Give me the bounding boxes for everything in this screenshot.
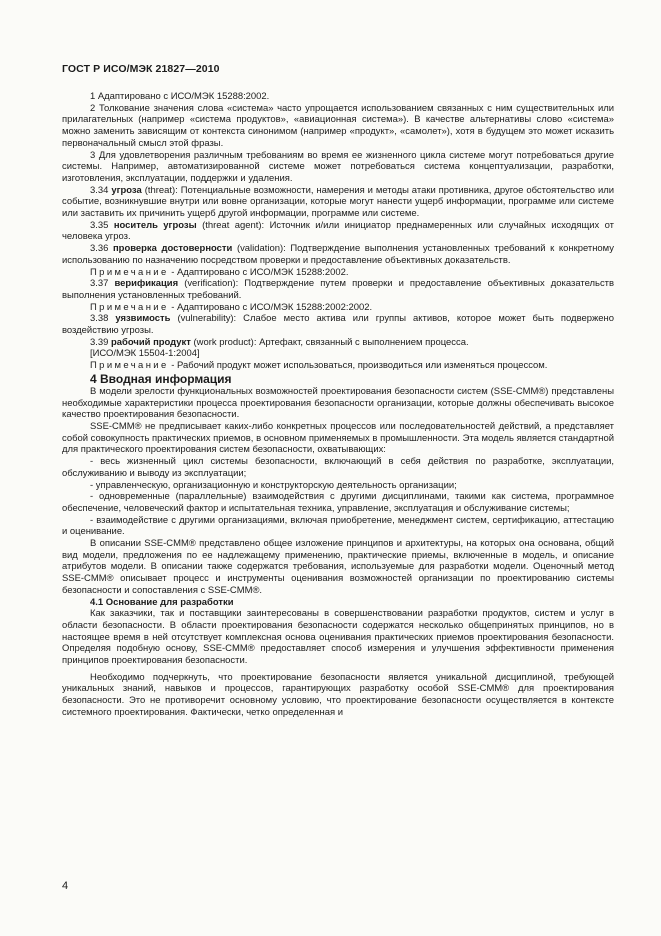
note-label: Примечание [90, 301, 169, 313]
definition-3-34 [62, 185, 614, 220]
def-term: верификация [114, 278, 179, 290]
definition-3-38 [62, 313, 614, 336]
list-item: - управленческую, организационную и конструкторскую деятельность организации; [90, 479, 457, 491]
def-term: проверка достоверности [112, 243, 233, 255]
definition-3-36 [62, 243, 614, 266]
def-text: (threat): Потенциальные возможности, намерения и методы атаки противника, другое обстоятельство или событие, возникнувшие внутри или вовне организации, которые могут нанести ущерб информации, программе или системе или заставить их причинить ущерб другой информации, программе или системе. [62, 184, 614, 220]
def-text: (work product): Артефакт, связанный с выполнением процесса. [190, 336, 469, 348]
note-2: 2 Толкование значения слова «система» часто упрощается использованием связанных с ним существительных или прилагательных (например «система продуктов», «авиационная система»). В качестве альтернативы слово «система» можно заменить зависящим от контекста синонимом (например «продукт», «самолет»), хотя в будущем это может исказить первоначальный смысл этой фразы. [62, 102, 614, 149]
def-term: носитель угрозы [113, 219, 197, 231]
section-4-paragraph: SSE-CMM® не предписывает каких-либо конкретных процессов или последовательностей действий, а представляет собой совокупность практических приемов, в основном применяемых в промышленности. Эта модель является стандартной для практического проектирования систем безопасности, охватывающих: [62, 420, 614, 456]
def-term: рабочий продукт [111, 336, 191, 348]
def-number: 3.34 [90, 184, 109, 196]
definition-3-39 [62, 337, 614, 349]
def-term: угроза [111, 184, 142, 196]
list-item: - весь жизненный цикл системы безопасности, включающий в себя действия по разработке, эксплуатации, обслуживанию и выводу из эксплуатации; [62, 456, 614, 479]
document-body [62, 91, 614, 719]
definition-reference: [ИСО/МЭК 15504-1:2004] [90, 348, 200, 360]
def-number: 3.36 [90, 243, 109, 255]
def-text: (vulnerability): Слабое место актива или группы активов, которое может быть подвержено воздействию угрозы. [62, 313, 614, 337]
definition-3-37 [62, 278, 614, 301]
page-number: 4 [62, 880, 69, 892]
list-item: - взаимодействие с другими организациями, включая приобретение, менеджмент систем, сертификацию, аттестацию и оценивание. [62, 514, 614, 538]
def-number: 3.35 [90, 219, 109, 231]
note-text: - Рабочий продукт может использоваться, производиться или изменяться процессом. [168, 360, 548, 372]
note-label: Примечание [90, 360, 169, 372]
def-text: (verification): Подтверждение путем проверки и предоставление объективных доказательств выполнения установленных требований. [62, 278, 614, 301]
section-4-1-paragraph: Как заказчики, так и поставщики заинтересованы в совершенствовании разработки продуктов, систем и услуг в области безопасности. В области проектирования безопасности содержатся несколько общепринятых принципов, но в настоящее время в ней отсутствует комплексная основа оценивания практических приемов проектирования безопасности. Определяя подобную основу, SSE-CMM® предоставляет способ измерения и улучшения эффективности применения принципов проектирования безопасности. [62, 608, 614, 667]
section-4-paragraph: В описании SSE-CMM® представлено общее изложение принципов и архитектуры, на которых она основана, общий вид модели, предложения по ее надлежащему применению, практические приемы, включенные в модель, и описание атрибутов модели. В описании также содержатся требования, используемые для разработки модели. Оценочный метод SSE-CMM® описывает процесс и инструменты оценивания возможностей организации по проектированию системы безопасности и сопоставления с SSE-CMM®. [62, 538, 614, 596]
note-3-39 [62, 360, 614, 372]
note-1: 1 Адаптировано с ИСО/МЭК 15288:2002. [90, 91, 270, 102]
def-text: (threat agent): Источник и/или инициатор преднамеренных или случайных исходящих от человека угроз. [62, 219, 614, 243]
section-4-1-paragraph: Необходимо подчеркнуть, что проектирование безопасности является уникальной дисциплиной, требующей уникальных знаний, навыков и процессов, гарантирующих разработку особой SSE-CMM® для проектирования безопасности. Это не противоречит основному условию, что проектирование безопасности осуществляется в контексте системного проектирования. Фактически, четко определенная и [62, 671, 614, 718]
note-label: Примечание [90, 266, 169, 278]
def-number: 3.39 [90, 336, 109, 348]
section-4-1-heading: 4.1 Основание для разработки [90, 596, 234, 608]
note-3: 3 Для удовлетворения различным требованиям во время ее жизненного цикла системе могут потребоваться другие системы. Например, автоматизированной системе может потребоваться система концептуализации, разработки, изготовления, эксплуатации, поддержки и удаления. [62, 149, 614, 184]
def-number: 3.37 [90, 278, 109, 290]
definition-3-35 [62, 220, 614, 243]
def-text: (validation): Подтверждение выполнения установленных требований к конкретному использованию по назначению посредством проверки и предоставление объективных доказательств. [62, 243, 614, 266]
def-term: уязвимость [115, 313, 171, 325]
document-header: ГОСТ Р ИСО/МЭК 21827—2010 [62, 63, 220, 75]
note-text: - Адаптировано с ИСО/МЭК 15288:2002:2002. [168, 301, 373, 313]
list-item: - одновременные (параллельные) взаимодействия с другими дисциплинами, такими как система, программное обеспечение, человеческий фактор и испытательная техника, управление, эксплуатация и обслуживание системы; [62, 491, 614, 514]
section-4-heading: 4 Вводная информация [90, 371, 232, 386]
section-4-paragraph: В модели зрелости функциональных возможностей проектирования безопасности систем (SSE-CMM®) представлены необходимые характеристики процесса проектирования безопасности организации, которые должны обеспечивать высокое качество проектирования безопасности. [62, 385, 614, 421]
note-3-37 [62, 302, 614, 314]
note-3-36 [62, 267, 614, 279]
note-text: - Адаптировано с ИСО/МЭК 15288:2002. [168, 266, 349, 278]
def-number: 3.38 [90, 313, 109, 325]
